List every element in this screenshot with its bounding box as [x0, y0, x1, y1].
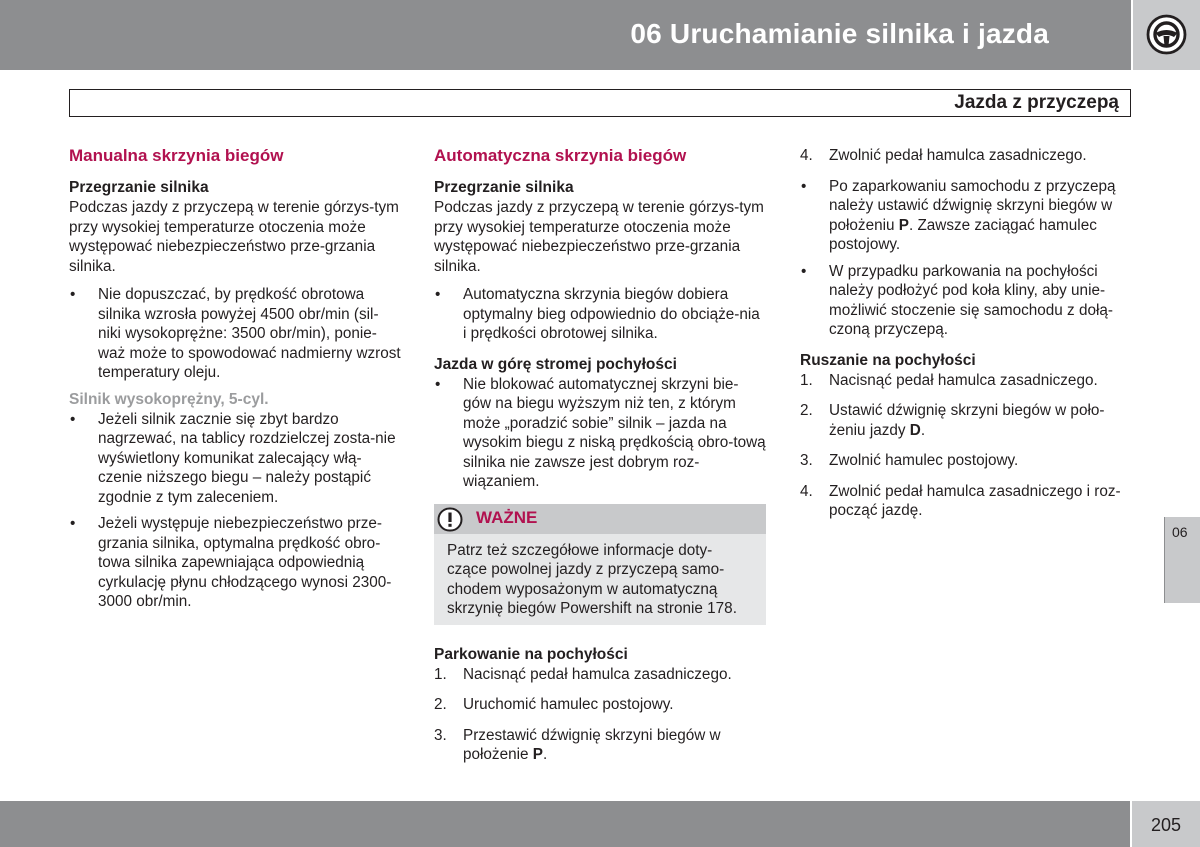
- bullet-marker: •: [70, 410, 76, 428]
- column-parking-and-starting: [800, 146, 1132, 528]
- list-item-text: Nie dopuszczać, by prędkość obrotowa silnika wzrosła powyżej 4500 obr/min (sil-niki wysokoprężne: 3500 obr/min), ponie-waż może to spowodować nadmierny wzrost temperatury oleju.: [98, 286, 401, 381]
- step-text: [463, 727, 721, 764]
- list-item: [800, 177, 1132, 255]
- list-item: [800, 262, 1132, 340]
- step-number: 3.: [434, 726, 447, 744]
- heading-overheating: Przegrzanie silnika: [69, 179, 209, 196]
- bullet-marker: •: [801, 177, 807, 195]
- heading-parking-on-slope: Parkowanie na pochyłości: [434, 645, 628, 663]
- numbered-step: [800, 371, 1132, 391]
- numbered-step: [800, 451, 1132, 471]
- numbered-step: [800, 146, 1132, 166]
- list-item: [69, 514, 401, 612]
- page-number-box: [1132, 801, 1200, 847]
- step-number: 4.: [800, 482, 813, 500]
- gear-position-p: P: [532, 746, 543, 763]
- footer-band: [0, 801, 1130, 847]
- step-text-end: .: [920, 421, 926, 439]
- section-title: Jazda z przyczepą: [954, 92, 1119, 113]
- list-item-text: W przypadku parkowania na pochyłości należy podłożyć pod koła kliny, aby unie-możliwić stoczenie się samochodu z dołą-czoną przyczepą.: [829, 262, 1113, 338]
- heading-uphill-driving: Jazda w górę stromej pochyłości: [434, 355, 677, 373]
- list-item: [434, 285, 766, 344]
- step-text: Uruchomić hamulec postojowy.: [463, 696, 674, 713]
- step-number: 2.: [800, 402, 813, 419]
- heading-automatic-gearbox: Automatyczna skrzynia biegów: [434, 146, 687, 165]
- chapter-title: 06 Uruchamianie silnika i jazda: [630, 18, 1049, 49]
- gear-position-d: D: [909, 421, 921, 439]
- step-number: 1.: [800, 371, 813, 389]
- important-notice-title: WAŻNE: [476, 507, 538, 527]
- numbered-step: [434, 665, 766, 685]
- step-text-start: Przestawić dźwignię skrzyni biegów w położenie: [463, 726, 721, 763]
- list-item-text: Jeżeli silnik zacznie się zbyt bardzo nagrzewać, na tablicy rozdzielczej zosta-nie wyświetlony komunikat zalecający włą-czenie niższego biegu – należy postąpić zgodnie z tym zaleceniem.: [98, 410, 396, 506]
- gear-position-p: P: [898, 216, 909, 234]
- heading-diesel-engine: Silnik wysokoprężny, 5-cyl.: [69, 390, 269, 408]
- numbered-step: [434, 695, 766, 715]
- overheating-paragraph: Podczas jazdy z przyczepą w terenie górzys-tym przy wysokiej temperaturze otoczenia może występować niebezpieczeństwo prze-grzania silnika.: [69, 199, 399, 275]
- list-item-text: Nie blokować automatycznej skrzyni bie-gów na biegu wyższym niż ten, z którym może „poradzić sobie” silnik – jazda na wysokim biegu z niską prędkością obro-tową silnika nie zawsze jest dobrym roz-wiązaniem.: [463, 375, 766, 490]
- step-text: Zwolnić hamulec postojowy.: [829, 452, 1019, 469]
- exclamation-icon: [437, 507, 463, 532]
- bullet-marker: •: [70, 515, 76, 532]
- step-text-end: .: [542, 746, 548, 763]
- section-title-bar: [69, 89, 1131, 117]
- important-notice-header: [434, 504, 766, 534]
- step-number: 4.: [800, 147, 813, 164]
- steering-wheel-icon: [1146, 14, 1187, 55]
- step-number: 2.: [434, 696, 447, 713]
- heading-starting-on-slope: Ruszanie na pochyłości: [800, 351, 976, 369]
- list-item-text: Jeżeli występuje niebezpieczeństwo prze-grzania silnika, optymalna prędkość obro-towa silnika zapewniająca odpowiednią cyrkulację płynu chłodzącego wynosi 2300-3000 obr/min.: [98, 515, 392, 610]
- bullet-marker: •: [435, 375, 441, 393]
- numbered-step: [434, 726, 766, 765]
- heading-manual-gearbox: Manualna skrzynia biegów: [69, 146, 284, 165]
- chapter-side-tab-label: 06: [1172, 524, 1188, 540]
- step-text-start: Ustawić dźwignię skrzyni biegów w poło-żeniu jazdy: [829, 402, 1105, 439]
- overheating-paragraph: Podczas jazdy z przyczepą w terenie górzys-tym przy wysokiej temperaturze otoczenia może występować niebezpieczeństwo prze-grzania silnika.: [434, 199, 764, 275]
- step-text: Zwolnić pedał hamulca zasadniczego.: [829, 147, 1087, 164]
- column-manual-gearbox: [69, 145, 401, 619]
- numbered-step: [800, 482, 1132, 521]
- list-item-text: Automatyczna skrzynia biegów dobiera optymalny bieg odpowiednio do obciąże-nia i prędkości obrotowej silnika.: [463, 286, 760, 342]
- heading-overheating: Przegrzanie silnika: [434, 179, 574, 196]
- list-item-text-end: . Zawsze zaciągać hamulec postojowy.: [829, 216, 1097, 253]
- list-item-text: [829, 178, 1116, 254]
- step-number: 3.: [800, 452, 813, 469]
- chapter-side-tab: [1164, 517, 1200, 603]
- bullet-marker: •: [801, 262, 807, 280]
- bullet-marker: •: [70, 286, 76, 303]
- step-number: 1.: [434, 665, 447, 683]
- bullet-marker: •: [435, 286, 441, 303]
- list-item: [69, 410, 401, 508]
- numbered-step: [800, 401, 1132, 440]
- page-number: 205: [1150, 815, 1181, 835]
- step-text: Nacisnąć pedał hamulca zasadniczego.: [829, 371, 1098, 389]
- list-item: [69, 285, 401, 383]
- chapter-icon-box: [1133, 0, 1200, 70]
- step-text: Nacisnąć pedał hamulca zasadniczego.: [463, 665, 732, 683]
- list-item-text-start: Po zaparkowaniu samochodu z przyczepą należy ustawić dźwignię skrzyni biegów w położeniu: [829, 177, 1116, 234]
- step-text: [829, 402, 1104, 439]
- important-notice-box: [434, 504, 766, 625]
- chapter-header-band: [0, 0, 1131, 70]
- list-item: [434, 375, 766, 492]
- important-notice-text: Patrz też szczegółowe informacje doty-czące powolnej jazdy z przyczepą samo-chodem wyposażonym w automatyczną skrzynię biegów Powershift na stronie 178.: [447, 541, 737, 617]
- column-automatic-gearbox: [434, 145, 766, 772]
- step-text: Zwolnić pedał hamulca zasadniczego i roz-począć jazdę.: [829, 482, 1121, 519]
